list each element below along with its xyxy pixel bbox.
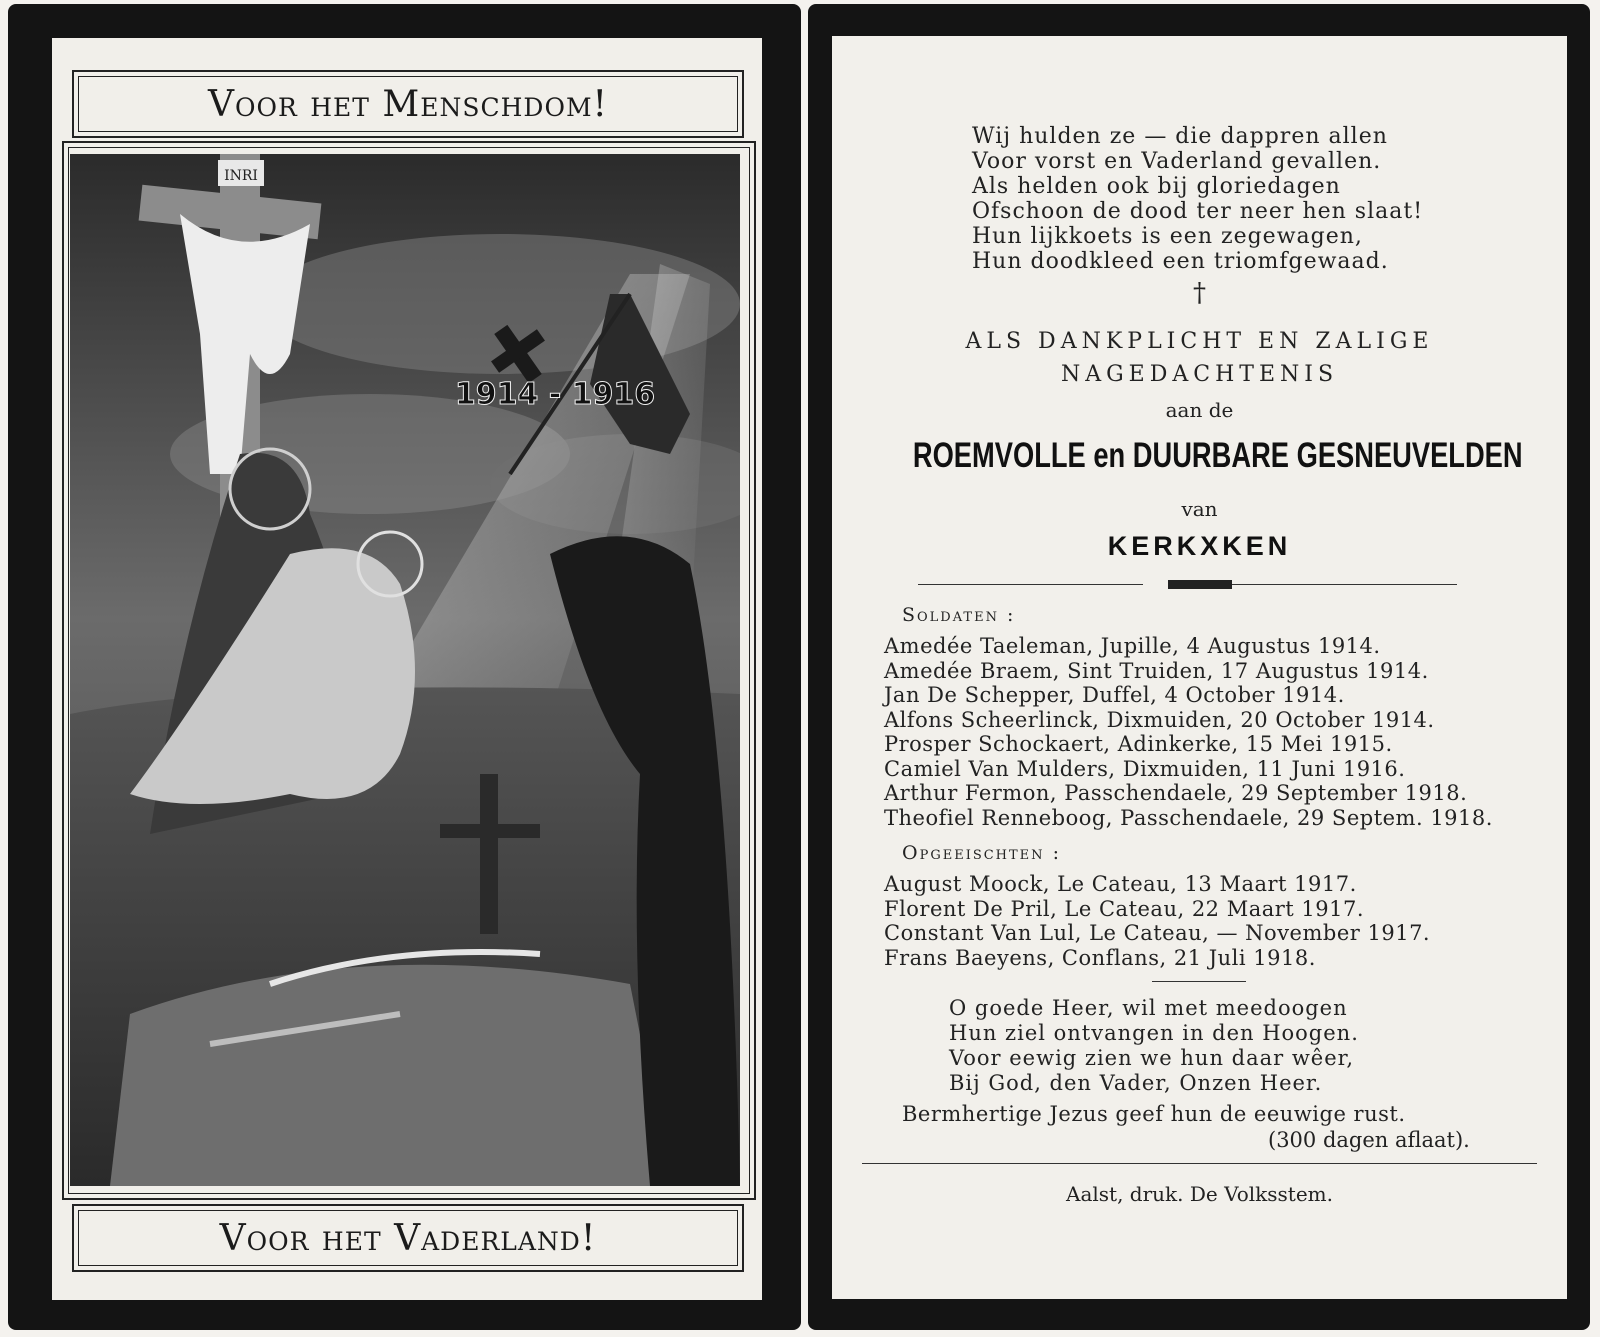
verse-line: Ofschoon de dood ter neer hen slaat! xyxy=(972,199,1424,224)
list-item: Theofiel Renneboog, Passchendaele, 29 Septem. 1918. xyxy=(884,805,1493,830)
verse-line: Als helden ook bij gloriedagen xyxy=(972,174,1341,199)
list-item: Alfons Scheerlinck, Dixmuiden, 20 October 1914. xyxy=(884,707,1435,732)
footer-rule xyxy=(862,1163,1537,1164)
memorial-card-back xyxy=(808,4,1590,1330)
indulgence-note: (300 dagen aflaat). xyxy=(1268,1128,1470,1152)
opgeeischten-list xyxy=(884,872,1430,970)
headline: ROEMVOLLE en DUURBARE GESNEUVELDEN xyxy=(912,436,1523,475)
list-item: August Moock, Le Cateau, 13 Maart 1917. xyxy=(884,872,1357,896)
dedication-line-2: NAGEDACHTENIS xyxy=(1060,362,1339,387)
top-banner xyxy=(72,70,744,138)
list-item: Frans Baeyens, Conflans, 21 Juli 1918. xyxy=(884,945,1316,970)
list-item: Jan De Schepper, Duffel, 4 October 1914. xyxy=(884,683,1345,707)
dedication-line-1: ALS DANKPLICHT EN ZALIGE xyxy=(965,329,1434,354)
verse-line: Hun lijkkoets is een zegewagen, xyxy=(972,224,1363,249)
pieta-illustration xyxy=(70,154,740,1186)
aan-de: aan de xyxy=(1165,398,1234,422)
prayer-line: Voor eewig zien we hun daar wêer, xyxy=(949,1046,1355,1070)
years-label: 1914 - 1916 xyxy=(454,377,656,412)
grave-cross-post xyxy=(480,774,498,934)
prayer-line: Bij God, den Vader, Onzen Heer. xyxy=(949,1071,1323,1095)
prayer-line: O goede Heer, wil met meedoogen xyxy=(949,996,1348,1020)
verse-line: Wij hulden ze — die dappren allen xyxy=(972,124,1388,149)
list-item: Amedée Braem, Sint Truiden, 17 Augustus 1914. xyxy=(884,658,1429,683)
opgeeischten-heading: Opgeeischten : xyxy=(902,842,1061,864)
list-item: Arthur Fermon, Passchendaele, 29 September 1918. xyxy=(884,781,1468,805)
list-item: Prosper Schockaert, Adinkerke, 15 Mei 1915. xyxy=(884,732,1393,756)
list-item: Constant Van Lul, Le Cateau, — November 1917. xyxy=(884,921,1431,945)
opening-verse xyxy=(972,124,1423,274)
inri-text: INRI xyxy=(224,168,258,184)
divider-ornament xyxy=(1168,580,1232,589)
prayer-line: Hun ziel ontvangen in den Hoogen. xyxy=(949,1021,1359,1045)
closing-invocation: Bermhertige Jezus geef hun de eeuwige rust. xyxy=(902,1102,1406,1126)
closing-prayer xyxy=(949,996,1359,1096)
bottom-banner-text: Voor het Vaderland! xyxy=(219,1217,597,1259)
grave-mound xyxy=(110,965,670,1186)
verse-line: Hun doodkleed een triomfgewaad. xyxy=(972,249,1389,274)
list-item: Amedée Taeleman, Jupille, 4 Augustus 1914. xyxy=(884,634,1381,658)
van: van xyxy=(1181,497,1218,521)
soldaten-list xyxy=(884,634,1493,830)
bottom-banner xyxy=(72,1204,744,1272)
back-paper xyxy=(832,36,1567,1299)
divider-right xyxy=(1232,584,1457,585)
printer-credit: Aalst, druk. De Volksstem. xyxy=(1066,1182,1333,1206)
short-divider xyxy=(1152,981,1246,982)
soldaten-heading: Soldaten : xyxy=(902,604,1016,626)
village-name: KERKXKEN xyxy=(1107,531,1292,561)
divider-left xyxy=(918,584,1143,585)
memorial-card-front xyxy=(8,4,801,1330)
cross-symbol: † xyxy=(1193,278,1206,308)
verse-line: Voor vorst en Vaderland gevallen. xyxy=(972,149,1382,174)
grave-cross-beam xyxy=(440,824,540,838)
list-item: Camiel Van Mulders, Dixmuiden, 11 Juni 1916. xyxy=(884,756,1406,781)
front-paper xyxy=(52,38,762,1300)
list-item: Florent De Pril, Le Cateau, 22 Maart 1917. xyxy=(884,896,1365,921)
top-banner-text: Voor het Menschdom! xyxy=(207,83,609,125)
